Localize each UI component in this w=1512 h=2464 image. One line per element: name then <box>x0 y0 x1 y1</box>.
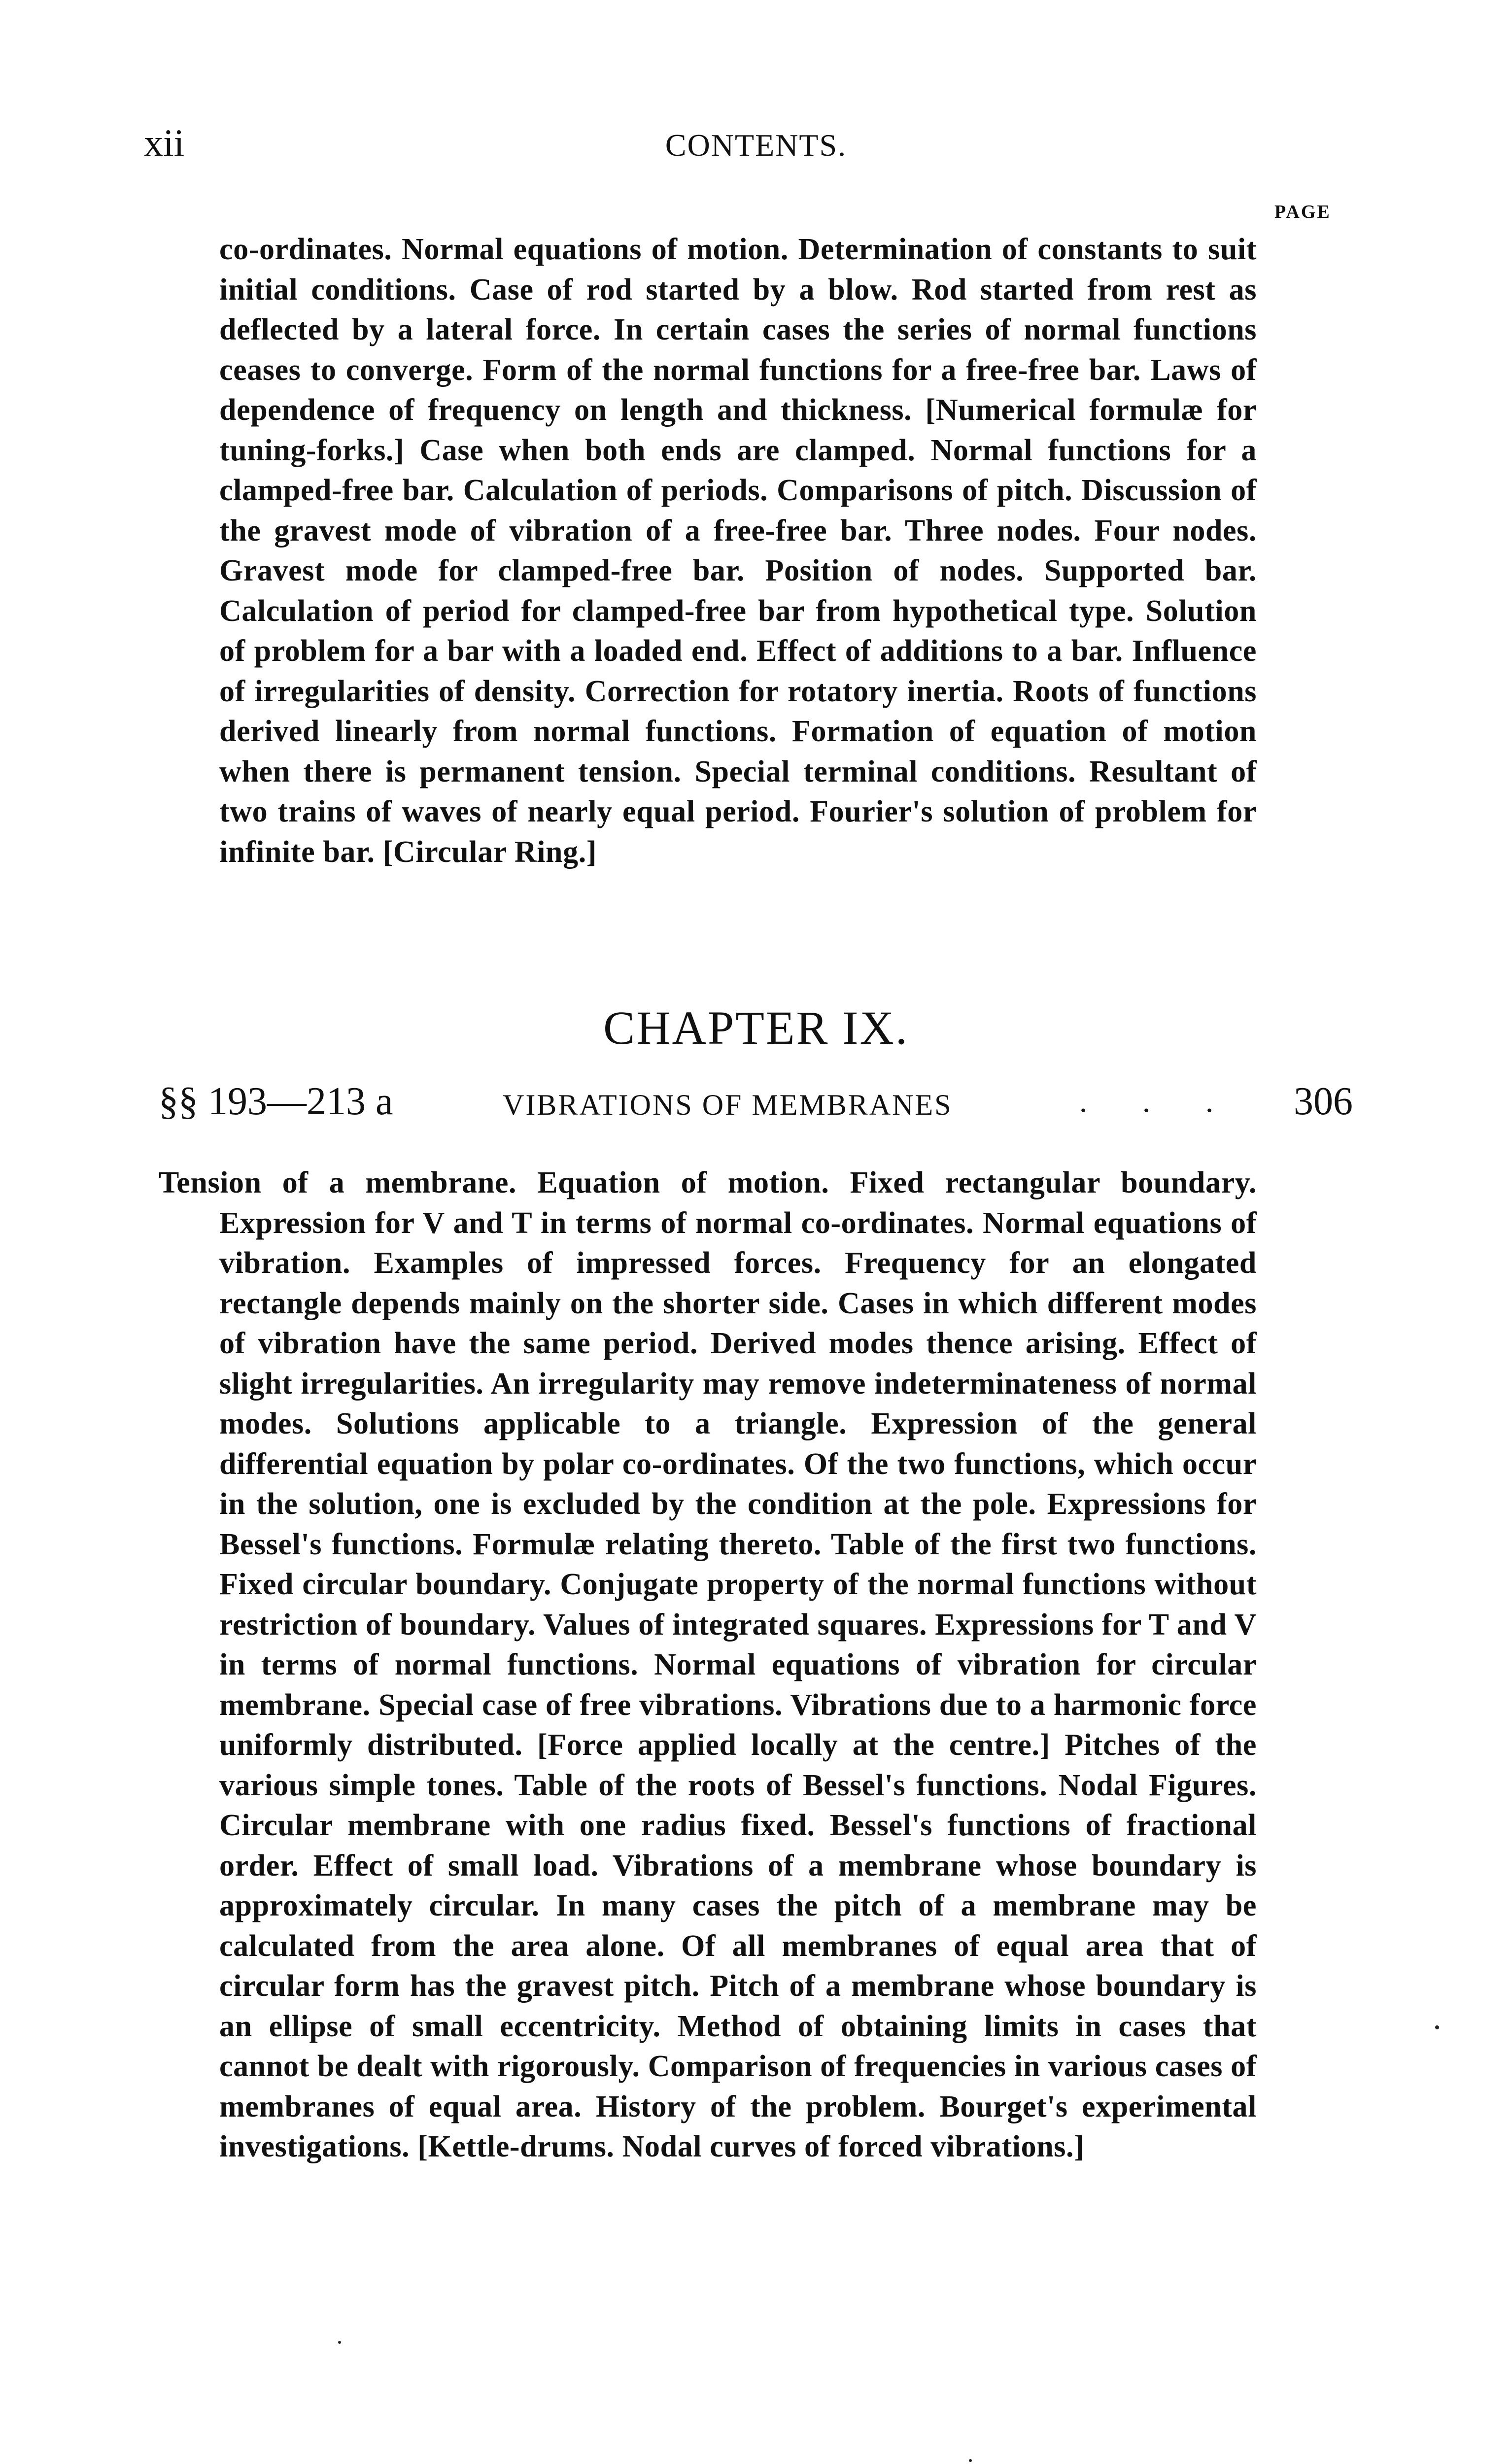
dot-leader: . . . <box>1079 1084 1213 1119</box>
chapter-heading: CHAPTER IX. <box>603 1001 909 1054</box>
chapter-summary-paragraph: Tension of a membrane. Equation of motion. Fixed rectangular boundary. Expression for V and T in terms of normal co-ordinates. Normal equations of vibration. Examples of impressed forces. Frequency for an elongated rectangle depends mainly on the shorter side. Cases in which different modes of vibration have the same period. Derived modes thence arising. Effect of slight irregularities. An irregularity may remove indeterminateness of normal modes. Solutions applicable to a triangle. Expression of the general differential equation by polar co-ordinates. Of the two functions, which occur in the solution, one is excluded by the condition at the pole. Expressions for Bessel's functions. Formulæ relating thereto. Table of the first two functions. Fixed circular boundary. Conjugate property of the normal functions without restriction of boundary. Values of integrated squares. Expressions for T and V in terms of normal functions. Normal equations of vibration for circular membrane. Special case of free vibrations. Vibrations due to a harmonic force uniformly distributed. [Force applied locally at the centre.] Pitches of the various simple tones. Table of the roots of Bessel's functions. Nodal Figures. Circular membrane with one radius fixed. Bessel's functions of fractional order. Effect of small load. Vibrations of a membrane whose boundary is approximately circular. In many cases the pitch of a membrane may be calculated from the area alone. Of all membranes of equal area that of circular form has the gravest pitch. Pitch of a membrane whose boundary is an ellipse of small eccentricity. Method of obtaining limits in cases that cannot be dealt with rigorously. Comparison of frequencies in various cases of membranes of equal area. History of the problem. Bourget's experimental investigations. [Kettle-drums. Nodal curves of forced vibrations.] <box>159 1166 1257 2163</box>
scan-speck <box>338 2341 341 2344</box>
scan-speck <box>969 2459 972 2462</box>
section-reference: §§ 193—213 a <box>159 1080 393 1123</box>
page-column-label: PAGE <box>1274 202 1331 222</box>
running-title: CONTENTS. <box>665 128 847 163</box>
chapter-title: VIBRATIONS OF MEMBRANES <box>503 1089 953 1121</box>
continued-summary-paragraph: co-ordinates. Normal equations of motion. Determination of constants to suit initial conditions. Case of rod started by a blow. Rod started from rest as deflected by a lateral force. In certain cases the series of normal functions ceases to converge. Form of the normal functions for a free-free bar. Laws of dependence of frequency on length and thickness. [Numerical formulæ for tuning-forks.] Case when both ends are clamped. Normal functions for a clamped-free bar. Calculation of periods. Comparisons of pitch. Discussion of the gravest mode of vibration of a free-free bar. Three nodes. Four nodes. Gravest mode for clamped-free bar. Position of nodes. Supported bar. Calculation of period for clamped-free bar from hypothetical type. Solution of problem for a bar with a loaded end. Effect of additions to a bar. Influence of irregularities of density. Correction for rotatory inertia. Roots of functions derived linearly from normal functions. Formation of equation of motion when there is permanent tension. Special terminal conditions. Resultant of two trains of waves of nearly equal period. Fourier's solution of problem for infinite bar. [Circular Ring.] <box>219 233 1257 869</box>
chapter-page-number: 306 <box>1294 1080 1353 1123</box>
scan-speck <box>1435 2025 1439 2029</box>
page-number: xii <box>144 121 185 164</box>
